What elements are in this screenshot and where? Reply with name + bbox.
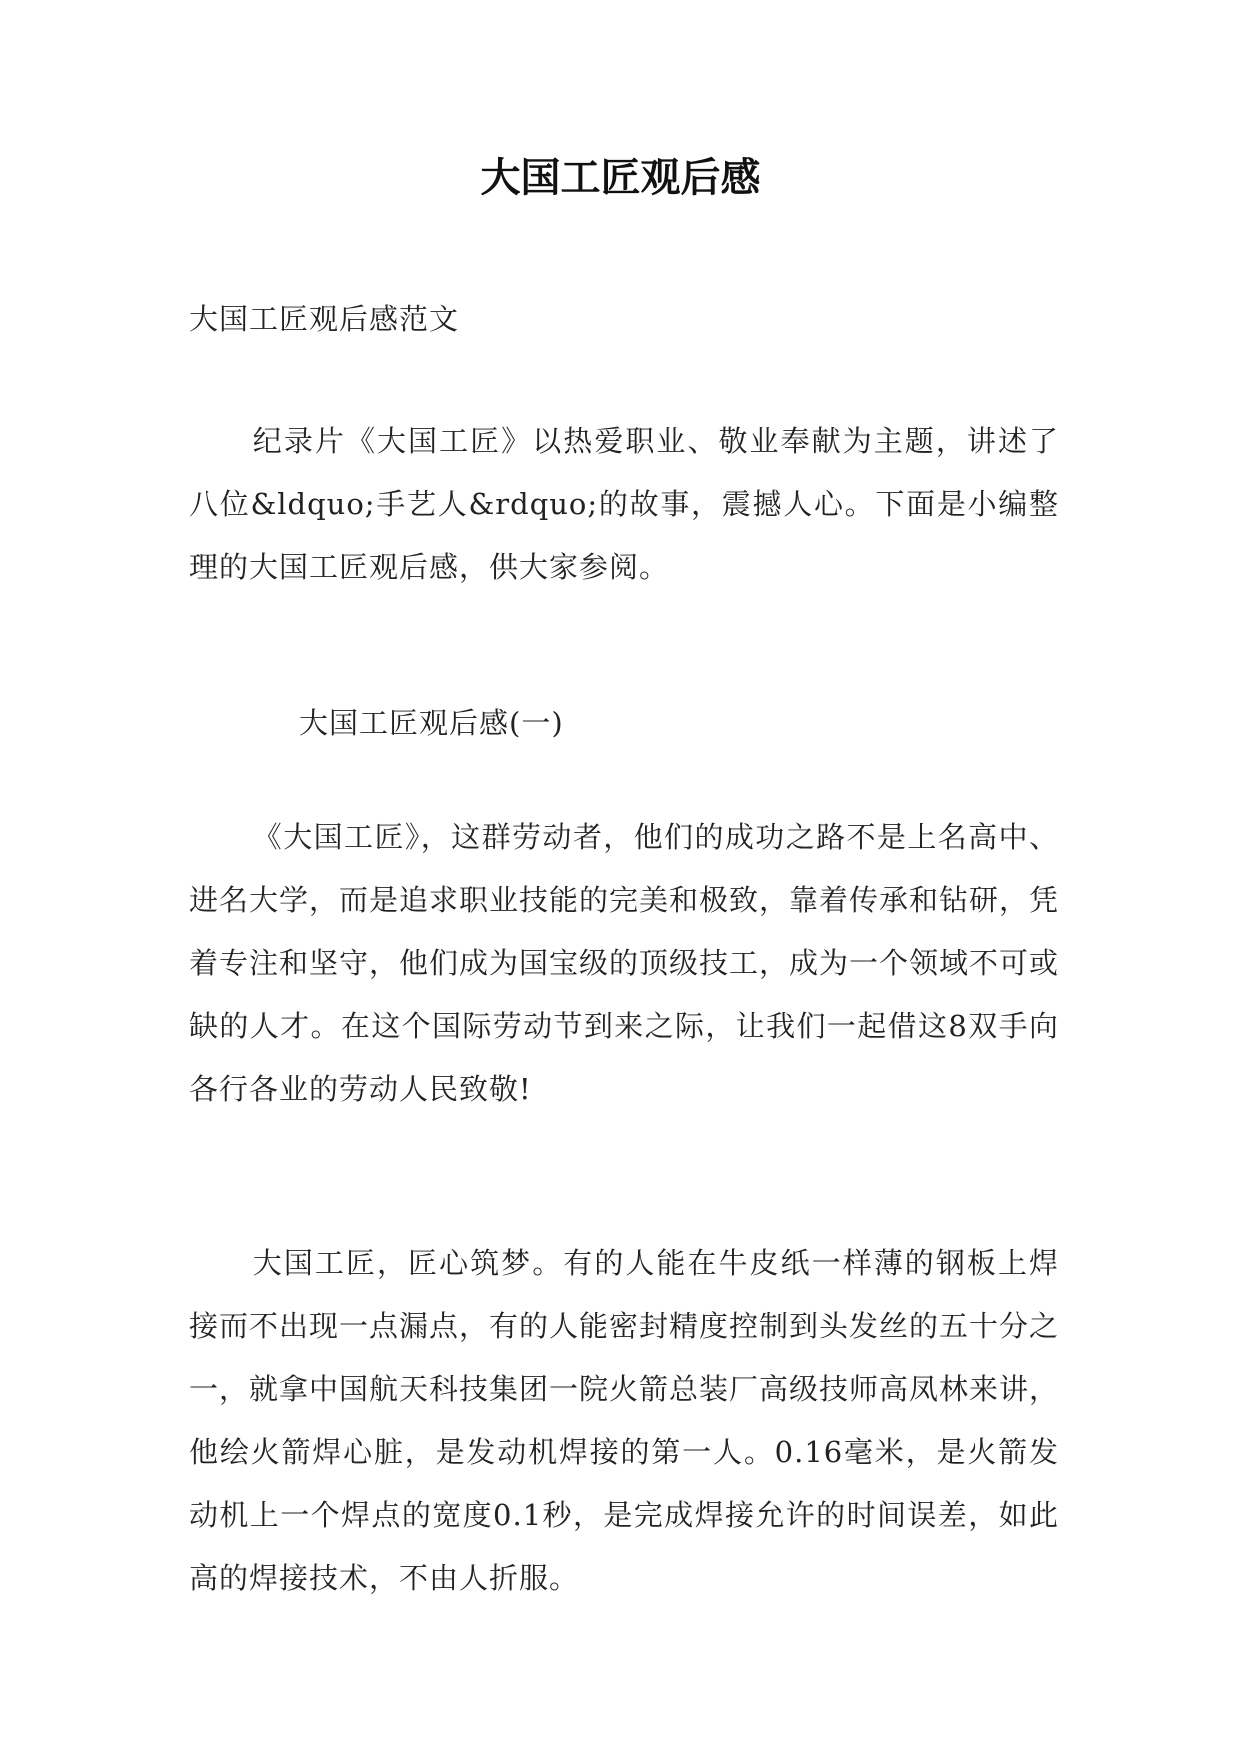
body-paragraph-1: 《大国工匠》，这群劳动者，他们的成功之路不是上名高中、进名大学，而是追求职业技能的完美和极致，靠着传承和钻研，凭着专注和坚守，他们成为国宝级的顶级技工，成为一个领域不可或缺的人才。在这个国际劳动节到来之际，让我们一起借这8双手向各行各业的劳动人民致敬! (189, 820, 1060, 1106)
intro-paragraph: 纪录片《大国工匠》以热爱职业、敬业奉献为主题，讲述了八位&ldquo;手艺人&rdquo;的故事，震撼人心。下面是小编整理的大国工匠观后感，供大家参阅。 (189, 424, 1059, 584)
section-heading: 大国工匠观后感(一) (299, 706, 564, 740)
document-subtitle: 大国工匠观后感范文 (189, 302, 460, 336)
body-paragraph-2: 大国工匠，匠心筑梦。有的人能在牛皮纸一样薄的钢板上焊接而不出现一点漏点，有的人能密封精度控制到头发丝的五十分之一，就拿中国航天科技集团一院火箭总装厂高级技师高凤林来讲，他绘火箭焊心脏，是发动机焊接的第一人。0.16毫米，是火箭发动机上一个焊点的宽度0.1秒，是完成焊接允许的时间误差，如此高的焊接技术，不由人折服。 (189, 1246, 1060, 1595)
document-title: 大国工匠观后感 (480, 155, 761, 201)
